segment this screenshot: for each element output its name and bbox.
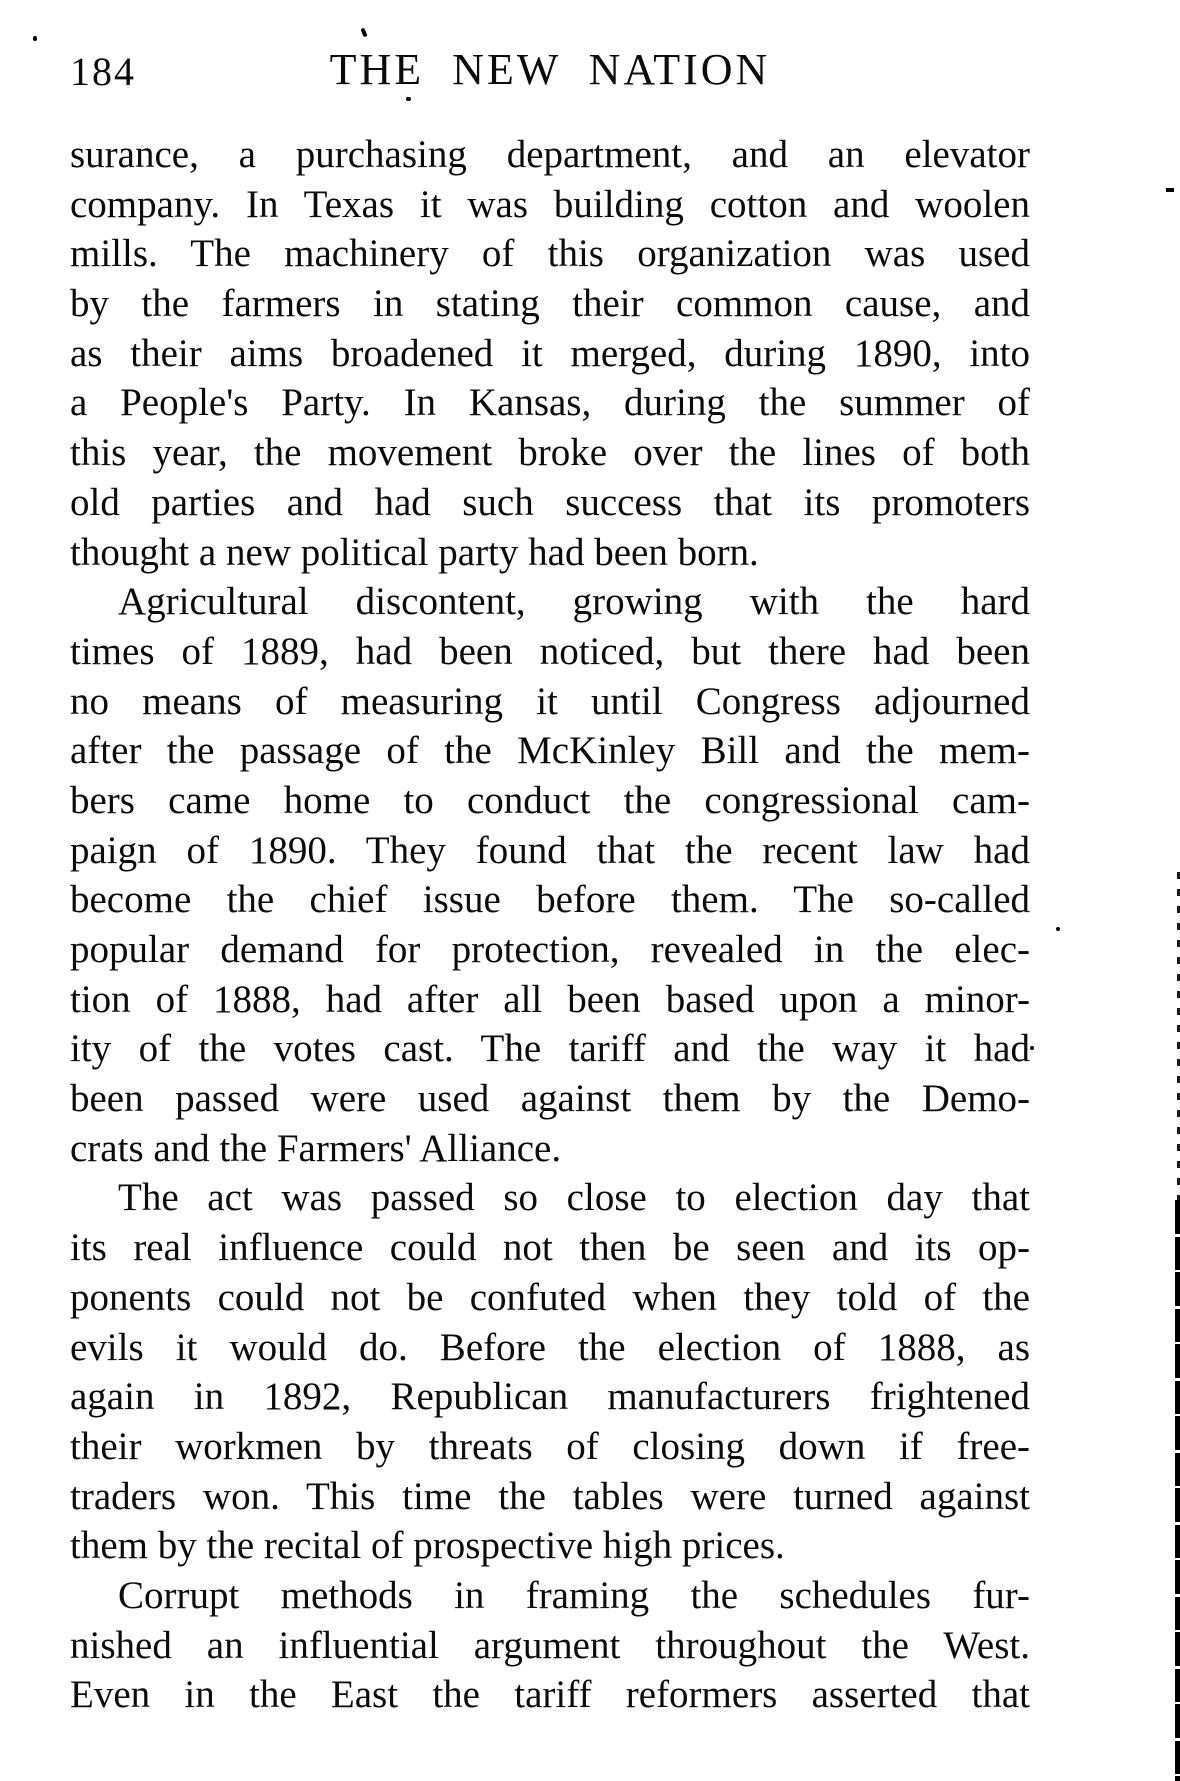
text-line: bers came home to conduct the congressional cam- xyxy=(70,778,1030,822)
text-line: a People's Party. In Kansas, during the summer of xyxy=(70,381,1030,425)
scan-speck xyxy=(1030,1046,1034,1050)
text-line: Corrupt methods in framing the schedules fur- xyxy=(118,1573,1030,1617)
text-line: The act was passed so close to election day that xyxy=(118,1176,1030,1220)
text-line: no means of measuring it until Congress adjourned xyxy=(70,679,1030,723)
page-number: 184 xyxy=(70,49,136,94)
text-line: them by the recital of prospective high prices. xyxy=(70,1524,785,1568)
text-line: popular demand for protection, revealed in the elec- xyxy=(70,928,1030,971)
running-head xyxy=(70,46,1030,98)
scan-speck xyxy=(33,36,37,41)
scan-speck xyxy=(1166,188,1174,192)
text-line: its real influence could not then be seen and its op- xyxy=(70,1226,1030,1270)
text-line: after the passage of the McKinley Bill and the mem- xyxy=(70,729,1030,773)
text-line: nished an influential argument throughout the West. xyxy=(70,1623,1030,1667)
text-line: thought a new political party had been born. xyxy=(70,530,759,574)
text-block xyxy=(70,130,1030,1720)
text-line: become the chief issue before them. The so-called xyxy=(70,878,1030,922)
text-line: by the farmers in stating their common cause, and xyxy=(70,282,1030,326)
text-line: tion of 1888, had after all been based upon a minor- xyxy=(70,977,1030,1021)
text-line: this year, the movement broke over the lines of both xyxy=(70,431,1030,475)
text-line: again in 1892, Republican manufacturers frightened xyxy=(70,1375,1030,1419)
text-line: crats and the Farmers' Alliance. xyxy=(70,1126,562,1170)
text-line: ponents could not be confuted when they told of the xyxy=(70,1275,1030,1319)
running-title: THE NEW NATION xyxy=(329,45,771,94)
text-line: Even in the East the tariff reformers asserted that xyxy=(70,1673,1030,1717)
text-line: evils it would do. Before the election of 1888, as xyxy=(70,1325,1030,1369)
text-line: mills. The machinery of this organization was used xyxy=(70,232,1030,276)
scan-speck xyxy=(1056,927,1060,931)
text-line: traders won. This time the tables were turned against xyxy=(70,1474,1030,1518)
text-line: times of 1889, had been noticed, but there had been xyxy=(70,629,1030,673)
text-line: old parties and had such success that its promoters xyxy=(70,480,1030,524)
scan-speck xyxy=(360,28,367,38)
text-line: been passed were used against them by the Demo- xyxy=(70,1077,1030,1121)
text-line: company. In Texas it was building cotton and woolen xyxy=(70,182,1030,226)
scan-edge-artifact xyxy=(1175,1200,1180,1781)
text-line: Agricultural discontent, growing with the hard xyxy=(118,580,1030,624)
text-line: their workmen by threats of closing down if free- xyxy=(70,1424,1030,1468)
scan-speck xyxy=(406,97,411,101)
text-line: surance, a purchasing department, and an elevator xyxy=(70,133,1030,176)
text-line: as their aims broadened it merged, during 1890, into xyxy=(70,331,1030,375)
text-line: ity of the votes cast. The tariff and the way it had xyxy=(70,1027,1030,1071)
text-line: paign of 1890. They found that the recent law had xyxy=(70,828,1030,872)
